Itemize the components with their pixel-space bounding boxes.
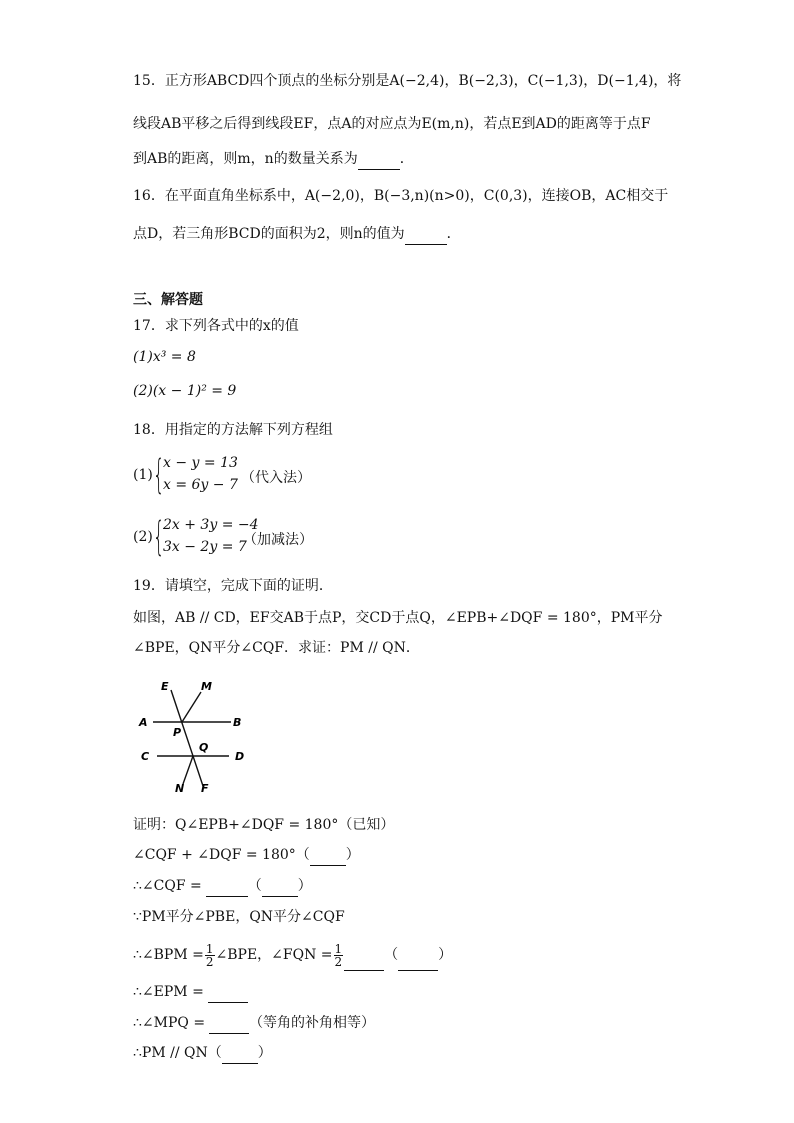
- q19-title: 19．请填空，完成下面的证明．: [133, 578, 333, 594]
- brace-icon: {: [153, 452, 165, 498]
- proof-line1: 证明：Q∠EPB+∠DQF = 180°（已知）: [133, 817, 395, 833]
- proof-line2-text: ∠CQF + ∠DQF = 180°（: [133, 847, 310, 863]
- q17-part1: (1)x³ = 8: [133, 349, 196, 365]
- proof-line6-text: ∴∠EPM =: [133, 984, 204, 1000]
- label-f: F: [201, 782, 209, 795]
- label-m: M: [201, 680, 212, 693]
- q17-title: 17．求下列各式中的x的值: [133, 318, 299, 334]
- q15-answer-blank[interactable]: [358, 149, 400, 170]
- section-title: 三、解答题: [133, 292, 203, 308]
- q19-given1: 如图，AB // CD，EF交AB于点P，交CD于点Q，∠EPB+∠DQF = 180°，PM平分: [133, 610, 663, 626]
- proof-line3-text: ∴∠CQF =: [133, 878, 202, 894]
- ray-pm: [182, 692, 201, 722]
- label-c: C: [141, 750, 150, 763]
- fraction-den: 2: [205, 954, 214, 969]
- q16-line1: 16．在平面直角坐标系中，A(−2,0)，B(−3,n)(n>0)，C(0,3)，连接OB，AC相交于: [133, 188, 669, 204]
- blank-angle-1[interactable]: [206, 876, 248, 897]
- fraction-den: 2: [334, 954, 343, 969]
- label-q: Q: [199, 741, 209, 754]
- label-p: P: [173, 726, 182, 739]
- proof-line2-close: ）: [345, 847, 360, 863]
- q15-line3-end: ．: [399, 151, 414, 167]
- blank-reason-2[interactable]: [262, 876, 298, 897]
- q18-part1-label: (1): [133, 467, 153, 483]
- label-n: N: [175, 782, 185, 795]
- proof-line3-close: ）: [297, 878, 312, 894]
- q18-title: 18．用指定的方法解下列方程组: [133, 422, 333, 438]
- proof-line2: [133, 845, 360, 866]
- fraction-num: 1: [334, 941, 343, 956]
- proof-line7: [133, 1013, 375, 1034]
- fraction-half: [334, 943, 344, 968]
- q18-system-1: [133, 452, 433, 498]
- proof-line3-open: （: [247, 878, 262, 894]
- blank-angle-3[interactable]: [208, 982, 248, 1003]
- q16-line2: [133, 224, 461, 245]
- label-a: A: [139, 716, 148, 729]
- proof-line7-text: ∴∠MPQ =: [133, 1015, 206, 1031]
- proof-line5-close: ）: [438, 947, 453, 963]
- blank-angle-4[interactable]: [209, 1013, 249, 1034]
- q18-part1-eq1: x − y = 13: [163, 455, 238, 471]
- q18-part2-method: （加减法）: [243, 532, 313, 548]
- blank-reason-1[interactable]: [310, 845, 346, 866]
- q15-line2: 线段AB平移之后得到线段EF，点A的对应点为E(m,n)，若点E到AD的距离等于点F: [133, 116, 651, 132]
- label-d: D: [235, 750, 245, 763]
- q16-line2-end: ．: [446, 226, 461, 242]
- q18-system-2: [133, 514, 433, 560]
- q15-line3: [133, 149, 414, 170]
- q18-part1-method: （代入法）: [241, 470, 311, 486]
- q15-line1: 15．正方形ABCD四个顶点的坐标分别是A(−2,4)，B(−2,3)，C(−1,3)，D(−1,4)，将: [133, 73, 682, 89]
- proof-line5-mid: ∠BPE，∠FQN =: [215, 947, 333, 963]
- blank-reason-3[interactable]: [398, 940, 438, 971]
- proof-line6: [133, 982, 248, 1003]
- q18-part1-eq2: x = 6y − 7: [163, 477, 238, 493]
- proof-line8-text: ∴PM // QN（: [133, 1045, 222, 1061]
- blank-angle-2[interactable]: [344, 940, 384, 971]
- q15-line3-text: 到AB的距离，则m，n的数量关系为: [133, 151, 358, 167]
- proof-line5-open: （: [384, 947, 399, 963]
- q16-line2-text: 点D，若三角形BCD的面积为2，则n的值为: [133, 226, 405, 242]
- proof-line4: ∵PM平分∠PBE，QN平分∠CQF: [133, 909, 345, 925]
- q18-part2-eq1: 2x + 3y = −4: [163, 517, 259, 533]
- q18-part2-label: (2): [133, 529, 153, 545]
- q18-part2-eq2: 3x − 2y = 7: [163, 539, 247, 555]
- proof-line8: [133, 1043, 272, 1064]
- fraction-num: 1: [205, 941, 214, 956]
- geometry-figure: [133, 676, 263, 798]
- label-b: B: [233, 716, 242, 729]
- q19-given2: ∠BPE，QN平分∠CQF．求证：PM // QN．: [133, 640, 420, 656]
- proof-line3: [133, 876, 312, 897]
- proof-line8-close: ）: [257, 1045, 272, 1061]
- label-e: E: [161, 680, 169, 693]
- ray-qn: [183, 756, 193, 784]
- proof-line7-reason: （等角的补角相等）: [249, 1015, 376, 1031]
- q17-part2: (2)(x − 1)² = 9: [133, 383, 237, 399]
- fraction-half: [205, 943, 215, 968]
- brace-icon: {: [153, 514, 165, 560]
- blank-reason-4[interactable]: [222, 1043, 258, 1064]
- proof-line5-text: ∴∠BPM =: [133, 947, 204, 963]
- q16-answer-blank[interactable]: [405, 224, 447, 245]
- proof-line5: [133, 940, 452, 971]
